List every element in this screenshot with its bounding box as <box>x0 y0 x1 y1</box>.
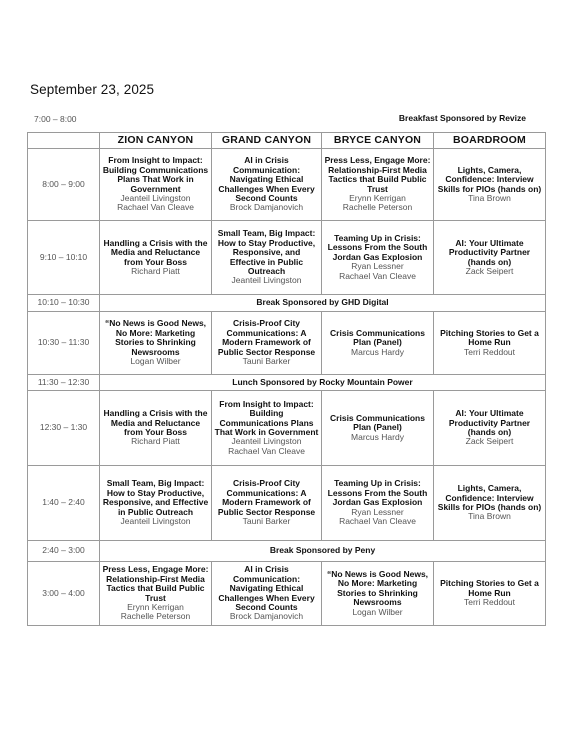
time-slot: 9:10 – 10:10 <box>28 221 100 295</box>
session-title: Crisis Communications Plan (Panel) <box>330 412 425 433</box>
break-label: Break Sponsored by Peny <box>100 541 546 562</box>
session-cell <box>100 312 212 375</box>
break-label: Lunch Sponsored by Rocky Mountain Power <box>100 375 546 391</box>
session-title: “No News is Good News, No More: Marketing Stories to Shrinking Newsrooms <box>104 318 207 357</box>
session-row <box>28 562 546 626</box>
session-presenter: Rachael Van Cleave <box>339 516 416 527</box>
page-date: September 23, 2025 <box>30 82 155 97</box>
session-title: Handling a Crisis with the Media and Reluctance from Your Boss <box>103 237 208 267</box>
session-presenter: Brock Damjanovich <box>229 202 304 213</box>
session-presenter: Richard Piatt <box>131 436 180 447</box>
session-presenter: Erynn Kerrigan <box>127 601 184 612</box>
session-title: Lights, Camera, Confidence: Interview Skills for PIOs (hands on) <box>437 164 542 194</box>
session-presenter: Brock Damjanovich <box>229 611 304 622</box>
session-title: From Insight to Impact: Building Communications Plans That Work in Government <box>214 398 319 437</box>
breakfast-event: Breakfast Sponsored by Revize <box>398 113 526 123</box>
session-presenter: Ryan Lessner <box>351 261 404 272</box>
session-cell <box>322 391 434 466</box>
session-presenter: Jeanteil Livingston <box>231 436 302 447</box>
schedule-table <box>27 132 546 626</box>
session-presenter: Tina Brown <box>468 511 511 522</box>
room-header: GRAND CANYON <box>212 133 322 149</box>
room-header: BOARDROOM <box>434 133 546 149</box>
time-slot: 10:10 – 10:30 <box>28 295 100 312</box>
break-label: Break Sponsored by GHD Digital <box>100 295 546 312</box>
session-title: Teaming Up in Crisis: Lessons From the South Jordan Gas Explosion <box>327 478 428 508</box>
time-slot: 2:40 – 3:00 <box>28 541 100 562</box>
break-row <box>28 295 546 312</box>
session-cell <box>434 221 546 295</box>
time-slot: 8:00 – 9:00 <box>28 149 100 221</box>
room-header-row <box>28 133 546 149</box>
session-presenter: Rachael Van Cleave <box>117 202 194 213</box>
session-row <box>28 149 546 221</box>
session-title: Crisis-Proof City Communications: A Modern Framework of Public Sector Response <box>217 478 316 517</box>
session-title: AI: Your Ultimate Productivity Partner (hands on) <box>448 408 531 437</box>
session-cell <box>434 466 546 541</box>
session-cell <box>322 149 434 221</box>
schedule-body <box>28 149 546 626</box>
time-slot: 10:30 – 11:30 <box>28 312 100 375</box>
time-slot: 1:40 – 2:40 <box>28 466 100 541</box>
session-presenter: Terri Reddout <box>463 597 516 608</box>
session-presenter: Richard Piatt <box>131 265 180 276</box>
session-presenter: Logan Wilber <box>352 606 403 617</box>
session-cell <box>212 312 322 375</box>
session-row <box>28 221 546 295</box>
session-title: Crisis Communications Plan (Panel) <box>330 327 425 348</box>
session-presenter: Tauni Barker <box>242 516 291 527</box>
session-presenter: Jeanteil Livingston <box>120 516 191 527</box>
session-title: Lights, Camera, Confidence: Interview Skills for PIOs (hands on) <box>437 483 542 512</box>
session-title: AI: Your Ultimate Productivity Partner (hands on) <box>448 237 531 267</box>
time-slot: 11:30 – 12:30 <box>28 375 100 391</box>
session-presenter: Erynn Kerrigan <box>349 192 406 203</box>
session-cell <box>434 562 546 626</box>
session-presenter: Zack Seipert <box>465 436 514 447</box>
break-row <box>28 375 546 391</box>
session-title: AI in Crisis Communication: Navigating Ethical Challenges When Every Second Counts <box>218 564 315 612</box>
time-slot: 12:30 – 1:30 <box>28 391 100 466</box>
room-header: BRYCE CANYON <box>322 133 434 149</box>
session-presenter: Rachael Van Cleave <box>228 445 305 456</box>
session-presenter: Rachelle Peterson <box>342 202 413 213</box>
session-cell <box>100 562 212 626</box>
header-corner <box>28 133 100 149</box>
session-title: Small Team, Big Impact: How to Stay Productive, Responsive, and Effective in Public Outreach <box>102 478 209 517</box>
session-title: Teaming Up in Crisis: Lessons From the South Jordan Gas Explosion <box>327 232 428 262</box>
session-cell <box>434 312 546 375</box>
session-title: Pitching Stories to Get a Home Run <box>440 578 539 598</box>
session-presenter: Zack Seipert <box>465 265 514 276</box>
session-title: “No News is Good News, No More: Marketing Stories to Shrinking Newsrooms <box>326 568 429 608</box>
session-cell <box>212 562 322 626</box>
session-presenter: Tina Brown <box>468 192 511 203</box>
session-presenter: Marcus Hardy <box>351 346 404 357</box>
session-cell <box>322 562 434 626</box>
session-title: Small Team, Big Impact: How to Stay Productive, Responsive, and Effective in Public Outreach <box>217 228 316 276</box>
session-cell <box>100 391 212 466</box>
session-presenter: Rachael Van Cleave <box>339 270 416 281</box>
session-cell <box>212 466 322 541</box>
session-title: Press Less, Engage More: Relationship-First Media Tactics that Build Public Trust <box>324 155 431 194</box>
session-cell <box>322 221 434 295</box>
time-slot: 3:00 – 4:00 <box>28 562 100 626</box>
session-cell <box>212 149 322 221</box>
session-title: Pitching Stories to Get a Home Run <box>440 327 539 348</box>
room-header: ZION CANYON <box>100 133 212 149</box>
session-presenter: Tauni Barker <box>242 356 291 367</box>
session-cell <box>434 149 546 221</box>
session-cell <box>322 466 434 541</box>
session-row <box>28 312 546 375</box>
session-title: From Insight to Impact: Building Communications Plans That Work in Government <box>102 155 209 194</box>
session-presenter: Rachelle Peterson <box>120 611 191 622</box>
session-cell <box>212 221 322 295</box>
session-title: AI in Crisis Communication: Navigating Ethical Challenges When Every Second Counts <box>218 155 315 203</box>
breakfast-time: 7:00 – 8:00 <box>34 114 77 124</box>
session-cell <box>322 312 434 375</box>
session-presenter: Marcus Hardy <box>351 431 404 442</box>
session-cell <box>212 391 322 466</box>
session-cell <box>100 221 212 295</box>
session-cell <box>100 466 212 541</box>
session-row <box>28 391 546 466</box>
session-presenter: Jeanteil Livingston <box>231 275 302 286</box>
session-presenter: Jeanteil Livingston <box>120 192 191 203</box>
session-cell <box>100 149 212 221</box>
session-title: Crisis-Proof City Communications: A Modern Framework of Public Sector Response <box>217 318 316 357</box>
session-presenter: Logan Wilber <box>130 356 181 367</box>
session-title: Handling a Crisis with the Media and Reluctance from Your Boss <box>103 408 208 437</box>
session-title: Press Less, Engage More: Relationship-First Media Tactics that Build Public Trust <box>102 564 209 603</box>
break-row <box>28 541 546 562</box>
session-presenter: Ryan Lessner <box>351 506 404 517</box>
session-row <box>28 466 546 541</box>
session-cell <box>434 391 546 466</box>
session-presenter: Terri Reddout <box>463 346 516 357</box>
